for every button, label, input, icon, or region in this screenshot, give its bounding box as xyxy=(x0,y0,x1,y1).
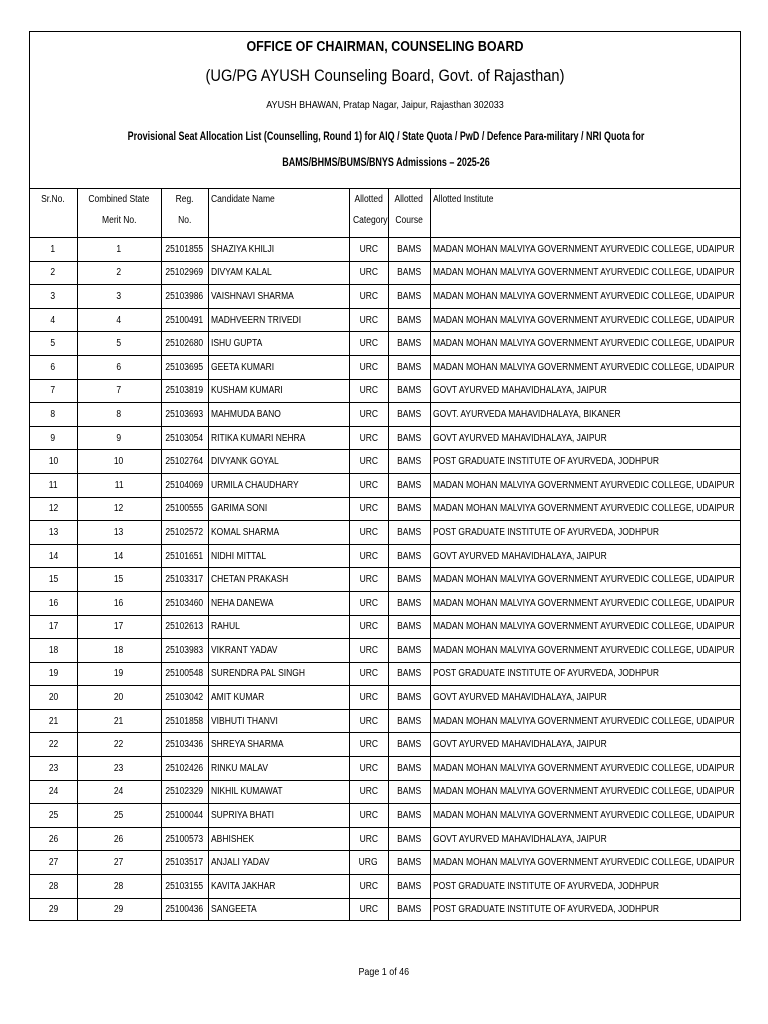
sr-no-cell: 29 xyxy=(30,898,77,921)
reg-no-cell: 25103517 xyxy=(161,851,208,875)
candidate-name-cell: KUSHAM KUMARI xyxy=(208,379,349,403)
institute-cell: MADAN MOHAN MALVIYA GOVERNMENT AYURVEDIC COLLEGE, UDAIPUR xyxy=(430,497,741,521)
table-row xyxy=(30,686,741,710)
candidate-name-cell: SURENDRA PAL SINGH xyxy=(208,662,349,686)
category-cell: URC xyxy=(349,285,388,309)
category-cell: URC xyxy=(349,568,388,592)
category-cell: URC xyxy=(349,591,388,615)
page-number: Page 1 of 46 xyxy=(358,966,410,978)
sr-no-cell: 11 xyxy=(30,473,77,497)
reg-no-cell: 25102426 xyxy=(161,757,208,781)
candidate-name-cell: MADHVEERN TRIVEDI xyxy=(208,308,349,332)
col-header-merit-no: Combined State Merit No. xyxy=(77,189,161,238)
sr-no-cell: 16 xyxy=(30,591,77,615)
table-row xyxy=(30,709,741,733)
institute-cell: MADAN MOHAN MALVIYA GOVERNMENT AYURVEDIC COLLEGE, UDAIPUR xyxy=(430,851,741,875)
candidate-name-cell: NIKHIL KUMAWAT xyxy=(208,780,349,804)
reg-no-cell: 25102680 xyxy=(161,332,208,356)
reg-no-cell: 25103436 xyxy=(161,733,208,757)
category-cell: URC xyxy=(349,639,388,663)
course-cell: BAMS xyxy=(388,591,430,615)
sr-no-cell: 27 xyxy=(30,851,77,875)
reg-no-cell: 25101651 xyxy=(161,544,208,568)
sr-no-cell: 3 xyxy=(30,285,77,309)
merit-no-cell: 21 xyxy=(77,709,161,733)
candidate-name-cell: GEETA KUMARI xyxy=(208,355,349,379)
category-cell: URC xyxy=(349,827,388,851)
reg-no-cell: 25101858 xyxy=(161,709,208,733)
merit-no-cell: 13 xyxy=(77,521,161,545)
sr-no-cell: 10 xyxy=(30,450,77,474)
table-row xyxy=(30,355,741,379)
sr-no-cell: 24 xyxy=(30,780,77,804)
category-cell: URC xyxy=(349,379,388,403)
table-row xyxy=(30,261,741,285)
category-cell: URC xyxy=(349,898,388,921)
reg-no-cell: 25104069 xyxy=(161,473,208,497)
category-cell: URC xyxy=(349,332,388,356)
institute-cell: MADAN MOHAN MALVIYA GOVERNMENT AYURVEDIC COLLEGE, UDAIPUR xyxy=(430,709,741,733)
merit-no-cell: 12 xyxy=(77,497,161,521)
reg-no-cell: 25103054 xyxy=(161,426,208,450)
merit-no-cell: 9 xyxy=(77,426,161,450)
institute-cell: MADAN MOHAN MALVIYA GOVERNMENT AYURVEDIC COLLEGE, UDAIPUR xyxy=(430,285,741,309)
merit-no-cell: 28 xyxy=(77,875,161,899)
merit-no-cell: 16 xyxy=(77,591,161,615)
sr-no-cell: 1 xyxy=(30,238,77,262)
table-row xyxy=(30,568,741,592)
course-cell: BAMS xyxy=(388,379,430,403)
candidate-name-cell: RITIKA KUMARI NEHRA xyxy=(208,426,349,450)
table-row xyxy=(30,804,741,828)
course-cell: BAMS xyxy=(388,285,430,309)
reg-no-cell: 25100573 xyxy=(161,827,208,851)
institute-cell: MADAN MOHAN MALVIYA GOVERNMENT AYURVEDIC COLLEGE, UDAIPUR xyxy=(430,568,741,592)
category-cell: URC xyxy=(349,544,388,568)
merit-no-cell: 15 xyxy=(77,568,161,592)
sr-no-cell: 14 xyxy=(30,544,77,568)
institute-cell: GOVT AYURVED MAHAVIDHALAYA, JAIPUR xyxy=(430,686,741,710)
merit-no-cell: 1 xyxy=(77,238,161,262)
course-cell: BAMS xyxy=(388,662,430,686)
sr-no-cell: 20 xyxy=(30,686,77,710)
course-cell: BAMS xyxy=(388,403,430,427)
table-row xyxy=(30,615,741,639)
merit-no-cell: 24 xyxy=(77,780,161,804)
category-cell: URC xyxy=(349,780,388,804)
course-cell: BAMS xyxy=(388,709,430,733)
course-cell: BAMS xyxy=(388,521,430,545)
institute-cell: MADAN MOHAN MALVIYA GOVERNMENT AYURVEDIC COLLEGE, UDAIPUR xyxy=(430,308,741,332)
table-row xyxy=(30,332,741,356)
candidate-name-cell: VIKRANT YADAV xyxy=(208,639,349,663)
sr-no-cell: 18 xyxy=(30,639,77,663)
institute-cell: MADAN MOHAN MALVIYA GOVERNMENT AYURVEDIC COLLEGE, UDAIPUR xyxy=(430,639,741,663)
reg-no-cell: 25103693 xyxy=(161,403,208,427)
table-row xyxy=(30,403,741,427)
sr-no-cell: 9 xyxy=(30,426,77,450)
category-cell: URC xyxy=(349,875,388,899)
table-row xyxy=(30,757,741,781)
category-cell: URC xyxy=(349,521,388,545)
candidate-name-cell: CHETAN PRAKASH xyxy=(208,568,349,592)
course-cell: BAMS xyxy=(388,757,430,781)
category-cell: URC xyxy=(349,238,388,262)
merit-no-cell: 23 xyxy=(77,757,161,781)
reg-no-cell: 25102329 xyxy=(161,780,208,804)
sr-no-cell: 12 xyxy=(30,497,77,521)
merit-no-cell: 3 xyxy=(77,285,161,309)
reg-no-cell: 25103983 xyxy=(161,639,208,663)
course-cell: BAMS xyxy=(388,473,430,497)
table-row xyxy=(30,308,741,332)
merit-no-cell: 8 xyxy=(77,403,161,427)
col-header-reg-no: Reg. No. xyxy=(161,189,208,238)
merit-no-cell: 10 xyxy=(77,450,161,474)
category-cell: URC xyxy=(349,709,388,733)
institute-cell: MADAN MOHAN MALVIYA GOVERNMENT AYURVEDIC COLLEGE, UDAIPUR xyxy=(430,473,741,497)
board-address: AYUSH BHAWAN, Pratap Nagar, Jaipur, Rajasthan 302033 xyxy=(266,99,504,111)
reg-no-cell: 25103460 xyxy=(161,591,208,615)
course-cell: BAMS xyxy=(388,639,430,663)
reg-no-cell: 25103819 xyxy=(161,379,208,403)
candidate-name-cell: KOMAL SHARMA xyxy=(208,521,349,545)
category-cell: URC xyxy=(349,615,388,639)
course-cell: BAMS xyxy=(388,544,430,568)
merit-no-cell: 18 xyxy=(77,639,161,663)
candidate-name-cell: MAHMUDA BANO xyxy=(208,403,349,427)
institute-cell: POST GRADUATE INSTITUTE OF AYURVEDA, JODHPUR xyxy=(430,521,741,545)
candidate-name-cell: VIBHUTI THANVI xyxy=(208,709,349,733)
board-subtitle: (UG/PG AYUSH Counseling Board, Govt. of Rajasthan) xyxy=(205,66,565,85)
table-row xyxy=(30,591,741,615)
document-header xyxy=(30,32,740,189)
candidate-name-cell: RAHUL xyxy=(208,615,349,639)
candidate-name-cell: RINKU MALAV xyxy=(208,757,349,781)
reg-no-cell: 25103317 xyxy=(161,568,208,592)
institute-cell: GOVT AYURVED MAHAVIDHALAYA, JAIPUR xyxy=(430,827,741,851)
merit-no-cell: 25 xyxy=(77,804,161,828)
course-cell: BAMS xyxy=(388,898,430,921)
table-row xyxy=(30,379,741,403)
institute-cell: MADAN MOHAN MALVIYA GOVERNMENT AYURVEDIC COLLEGE, UDAIPUR xyxy=(430,591,741,615)
merit-no-cell: 26 xyxy=(77,827,161,851)
candidate-name-cell: URMILA CHAUDHARY xyxy=(208,473,349,497)
reg-no-cell: 25102613 xyxy=(161,615,208,639)
table-row xyxy=(30,521,741,545)
category-cell: URC xyxy=(349,733,388,757)
course-cell: BAMS xyxy=(388,875,430,899)
col-header-candidate-name: Candidate Name xyxy=(208,189,349,238)
category-cell: URC xyxy=(349,473,388,497)
table-row xyxy=(30,875,741,899)
institute-cell: GOVT AYURVED MAHAVIDHALAYA, JAIPUR xyxy=(430,426,741,450)
course-cell: BAMS xyxy=(388,332,430,356)
candidate-name-cell: SHREYA SHARMA xyxy=(208,733,349,757)
office-title: OFFICE OF CHAIRMAN, COUNSELING BOARD xyxy=(246,39,524,55)
course-cell: BAMS xyxy=(388,238,430,262)
candidate-name-cell: GARIMA SONI xyxy=(208,497,349,521)
merit-no-cell: 20 xyxy=(77,686,161,710)
merit-no-cell: 27 xyxy=(77,851,161,875)
table-row xyxy=(30,851,741,875)
institute-cell: GOVT AYURVED MAHAVIDHALAYA, JAIPUR xyxy=(430,379,741,403)
sr-no-cell: 2 xyxy=(30,261,77,285)
institute-cell: MADAN MOHAN MALVIYA GOVERNMENT AYURVEDIC COLLEGE, UDAIPUR xyxy=(430,615,741,639)
course-cell: BAMS xyxy=(388,804,430,828)
course-cell: BAMS xyxy=(388,450,430,474)
category-cell: URC xyxy=(349,662,388,686)
category-cell: URC xyxy=(349,450,388,474)
merit-no-cell: 19 xyxy=(77,662,161,686)
institute-cell: GOVT AYURVED MAHAVIDHALAYA, JAIPUR xyxy=(430,544,741,568)
sr-no-cell: 26 xyxy=(30,827,77,851)
sr-no-cell: 15 xyxy=(30,568,77,592)
merit-no-cell: 14 xyxy=(77,544,161,568)
course-cell: BAMS xyxy=(388,827,430,851)
course-cell: BAMS xyxy=(388,568,430,592)
sr-no-cell: 5 xyxy=(30,332,77,356)
reg-no-cell: 25101855 xyxy=(161,238,208,262)
reg-no-cell: 25100491 xyxy=(161,308,208,332)
candidate-name-cell: ANJALI YADAV xyxy=(208,851,349,875)
institute-cell: MADAN MOHAN MALVIYA GOVERNMENT AYURVEDIC COLLEGE, UDAIPUR xyxy=(430,238,741,262)
institute-cell: POST GRADUATE INSTITUTE OF AYURVEDA, JODHPUR xyxy=(430,875,741,899)
table-row xyxy=(30,238,741,262)
sr-no-cell: 21 xyxy=(30,709,77,733)
col-header-category: Allotted Category xyxy=(349,189,388,238)
category-cell: URC xyxy=(349,426,388,450)
category-cell: URC xyxy=(349,686,388,710)
col-header-institute: Allotted Institute xyxy=(430,189,741,238)
institute-cell: MADAN MOHAN MALVIYA GOVERNMENT AYURVEDIC COLLEGE, UDAIPUR xyxy=(430,757,741,781)
sr-no-cell: 4 xyxy=(30,308,77,332)
course-cell: BAMS xyxy=(388,851,430,875)
table-row xyxy=(30,733,741,757)
institute-cell: GOVT. AYURVEDA MAHAVIDHALAYA, BIKANER xyxy=(430,403,741,427)
sr-no-cell: 8 xyxy=(30,403,77,427)
course-cell: BAMS xyxy=(388,308,430,332)
reg-no-cell: 25103042 xyxy=(161,686,208,710)
reg-no-cell: 25100555 xyxy=(161,497,208,521)
course-cell: BAMS xyxy=(388,733,430,757)
candidate-name-cell: VAISHNAVI SHARMA xyxy=(208,285,349,309)
candidate-name-cell: NIDHI MITTAL xyxy=(208,544,349,568)
candidate-name-cell: ISHU GUPTA xyxy=(208,332,349,356)
table-header-row xyxy=(30,189,741,238)
candidate-name-cell: SUPRIYA BHATI xyxy=(208,804,349,828)
reg-no-cell: 25102764 xyxy=(161,450,208,474)
merit-no-cell: 4 xyxy=(77,308,161,332)
table-row xyxy=(30,426,741,450)
candidate-name-cell: ABHISHEK xyxy=(208,827,349,851)
sr-no-cell: 7 xyxy=(30,379,77,403)
merit-no-cell: 22 xyxy=(77,733,161,757)
course-cell: BAMS xyxy=(388,426,430,450)
merit-no-cell: 5 xyxy=(77,332,161,356)
sr-no-cell: 22 xyxy=(30,733,77,757)
table-body xyxy=(30,238,741,922)
category-cell: URC xyxy=(349,261,388,285)
institute-cell: POST GRADUATE INSTITUTE OF AYURVEDA, JODHPUR xyxy=(430,662,741,686)
reg-no-cell: 25103986 xyxy=(161,285,208,309)
reg-no-cell: 25102969 xyxy=(161,261,208,285)
course-cell: BAMS xyxy=(388,261,430,285)
col-header-course: Allotted Course xyxy=(388,189,430,238)
merit-no-cell: 29 xyxy=(77,898,161,921)
table-row xyxy=(30,450,741,474)
table-row xyxy=(30,780,741,804)
merit-no-cell: 17 xyxy=(77,615,161,639)
course-cell: BAMS xyxy=(388,780,430,804)
institute-cell: MADAN MOHAN MALVIYA GOVERNMENT AYURVEDIC COLLEGE, UDAIPUR xyxy=(430,261,741,285)
category-cell: URG xyxy=(349,851,388,875)
table-row xyxy=(30,662,741,686)
reg-no-cell: 25103695 xyxy=(161,355,208,379)
reg-no-cell: 25102572 xyxy=(161,521,208,545)
course-cell: BAMS xyxy=(388,497,430,521)
reg-no-cell: 25100436 xyxy=(161,898,208,921)
category-cell: URC xyxy=(349,804,388,828)
category-cell: URC xyxy=(349,308,388,332)
sr-no-cell: 23 xyxy=(30,757,77,781)
col-header-sr-no: Sr.No. xyxy=(30,189,77,238)
sr-no-cell: 17 xyxy=(30,615,77,639)
table-row xyxy=(30,497,741,521)
allocation-table xyxy=(30,189,741,921)
reg-no-cell: 25100044 xyxy=(161,804,208,828)
candidate-name-cell: DIVYANK GOYAL xyxy=(208,450,349,474)
institute-cell: GOVT AYURVED MAHAVIDHALAYA, JAIPUR xyxy=(430,733,741,757)
candidate-name-cell: KAVITA JAKHAR xyxy=(208,875,349,899)
table-row xyxy=(30,473,741,497)
candidate-name-cell: DIVYAM KALAL xyxy=(208,261,349,285)
reg-no-cell: 25100548 xyxy=(161,662,208,686)
candidate-name-cell: NEHA DANEWA xyxy=(208,591,349,615)
sr-no-cell: 13 xyxy=(30,521,77,545)
institute-cell: MADAN MOHAN MALVIYA GOVERNMENT AYURVEDIC COLLEGE, UDAIPUR xyxy=(430,804,741,828)
institute-cell: POST GRADUATE INSTITUTE OF AYURVEDA, JODHPUR xyxy=(432,904,659,916)
candidate-name-cell: AMIT KUMAR xyxy=(208,686,349,710)
category-cell: URC xyxy=(349,497,388,521)
course-cell: BAMS xyxy=(388,615,430,639)
institute-cell: MADAN MOHAN MALVIYA GOVERNMENT AYURVEDIC COLLEGE, UDAIPUR xyxy=(430,355,741,379)
candidate-name-cell: SHAZIYA KHILJI xyxy=(208,238,349,262)
merit-no-cell: 2 xyxy=(77,261,161,285)
sr-no-cell: 19 xyxy=(30,662,77,686)
merit-no-cell: 11 xyxy=(77,473,161,497)
category-cell: URC xyxy=(349,355,388,379)
category-cell: URC xyxy=(349,757,388,781)
institute-cell: MADAN MOHAN MALVIYA GOVERNMENT AYURVEDIC COLLEGE, UDAIPUR xyxy=(430,332,741,356)
list-title: Provisional Seat Allocation List (Counselling, Round 1) for AIQ / State Quota / PwD / Defence Para-military / NRI Quota for BAMS/BHMS/BUMS/BNYS Admissions – 2025-26 xyxy=(127,131,645,169)
table-row xyxy=(30,285,741,309)
table-row xyxy=(30,898,741,921)
institute-cell: POST GRADUATE INSTITUTE OF AYURVEDA, JODHPUR xyxy=(430,450,741,474)
institute-cell: MADAN MOHAN MALVIYA GOVERNMENT AYURVEDIC COLLEGE, UDAIPUR xyxy=(430,780,741,804)
table-row xyxy=(30,827,741,851)
candidate-name-cell: SANGEETA xyxy=(208,898,349,921)
sr-no-cell: 28 xyxy=(30,875,77,899)
sr-no-cell: 6 xyxy=(30,355,77,379)
table-row xyxy=(30,639,741,663)
table-row xyxy=(30,544,741,568)
allocation-sheet xyxy=(29,31,741,921)
sr-no-cell: 25 xyxy=(30,804,77,828)
course-cell: BAMS xyxy=(388,355,430,379)
category-cell: URC xyxy=(349,403,388,427)
course-cell: BAMS xyxy=(388,686,430,710)
merit-no-cell: 6 xyxy=(77,355,161,379)
merit-no-cell: 7 xyxy=(77,379,161,403)
reg-no-cell: 25103155 xyxy=(161,875,208,899)
